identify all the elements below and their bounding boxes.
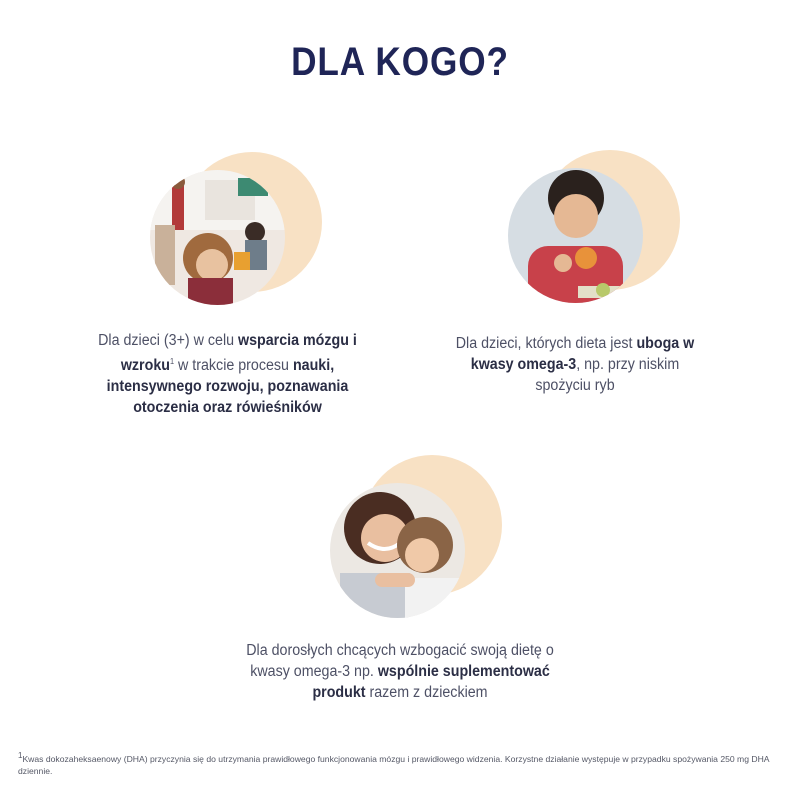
photo-wrap xyxy=(508,150,668,310)
desc-bold-text: uboga w kwasy omega-3 xyxy=(470,335,695,373)
boy-eating-photo xyxy=(508,168,643,303)
desc-bold-text: nauki, intensywnego rozwoju, poznawania otoczenia oraz rówieśników xyxy=(106,357,349,417)
desc-bold-text: wspólnie suplementować produkt xyxy=(312,663,550,701)
audience-description xyxy=(451,333,699,396)
desc-bold-text: wsparcia mózgu i wzroku xyxy=(120,332,357,375)
desc-text: Dla dorosłych chcących wzbogacić swoją dietę o kwasy omega-3 np. xyxy=(246,642,554,680)
audience-description xyxy=(87,330,368,418)
photo-wrap xyxy=(147,147,307,307)
footnote xyxy=(18,750,778,777)
page-title: DLA KOGO? xyxy=(291,40,509,84)
footnote-ref: 1 xyxy=(169,357,175,366)
footnote-marker: 1 xyxy=(18,751,23,760)
desc-text: , np. przy niskim spożyciu ryb xyxy=(535,356,680,394)
audience-description xyxy=(234,640,565,703)
desc-text: razem z dzieckiem xyxy=(365,684,488,701)
children-playing-photo xyxy=(150,170,285,305)
desc-text: Dla dzieci, których dieta jest xyxy=(455,335,637,352)
photo-wrap xyxy=(330,455,490,615)
footnote-text: Kwas dokozaheksaenowy (DHA) przyczynia się do utrzymania prawidłowego funkcjonowania mózgu i prawidłowego widzenia. Korzystne działanie występuje w przypadku spożywania 250 mg DHA dziennie. xyxy=(18,753,770,776)
desc-text: w trakcie procesu xyxy=(174,357,293,375)
desc-text: Dla dzieci (3+) w celu xyxy=(98,332,239,349)
mother-daughter-hug-photo xyxy=(330,483,465,618)
